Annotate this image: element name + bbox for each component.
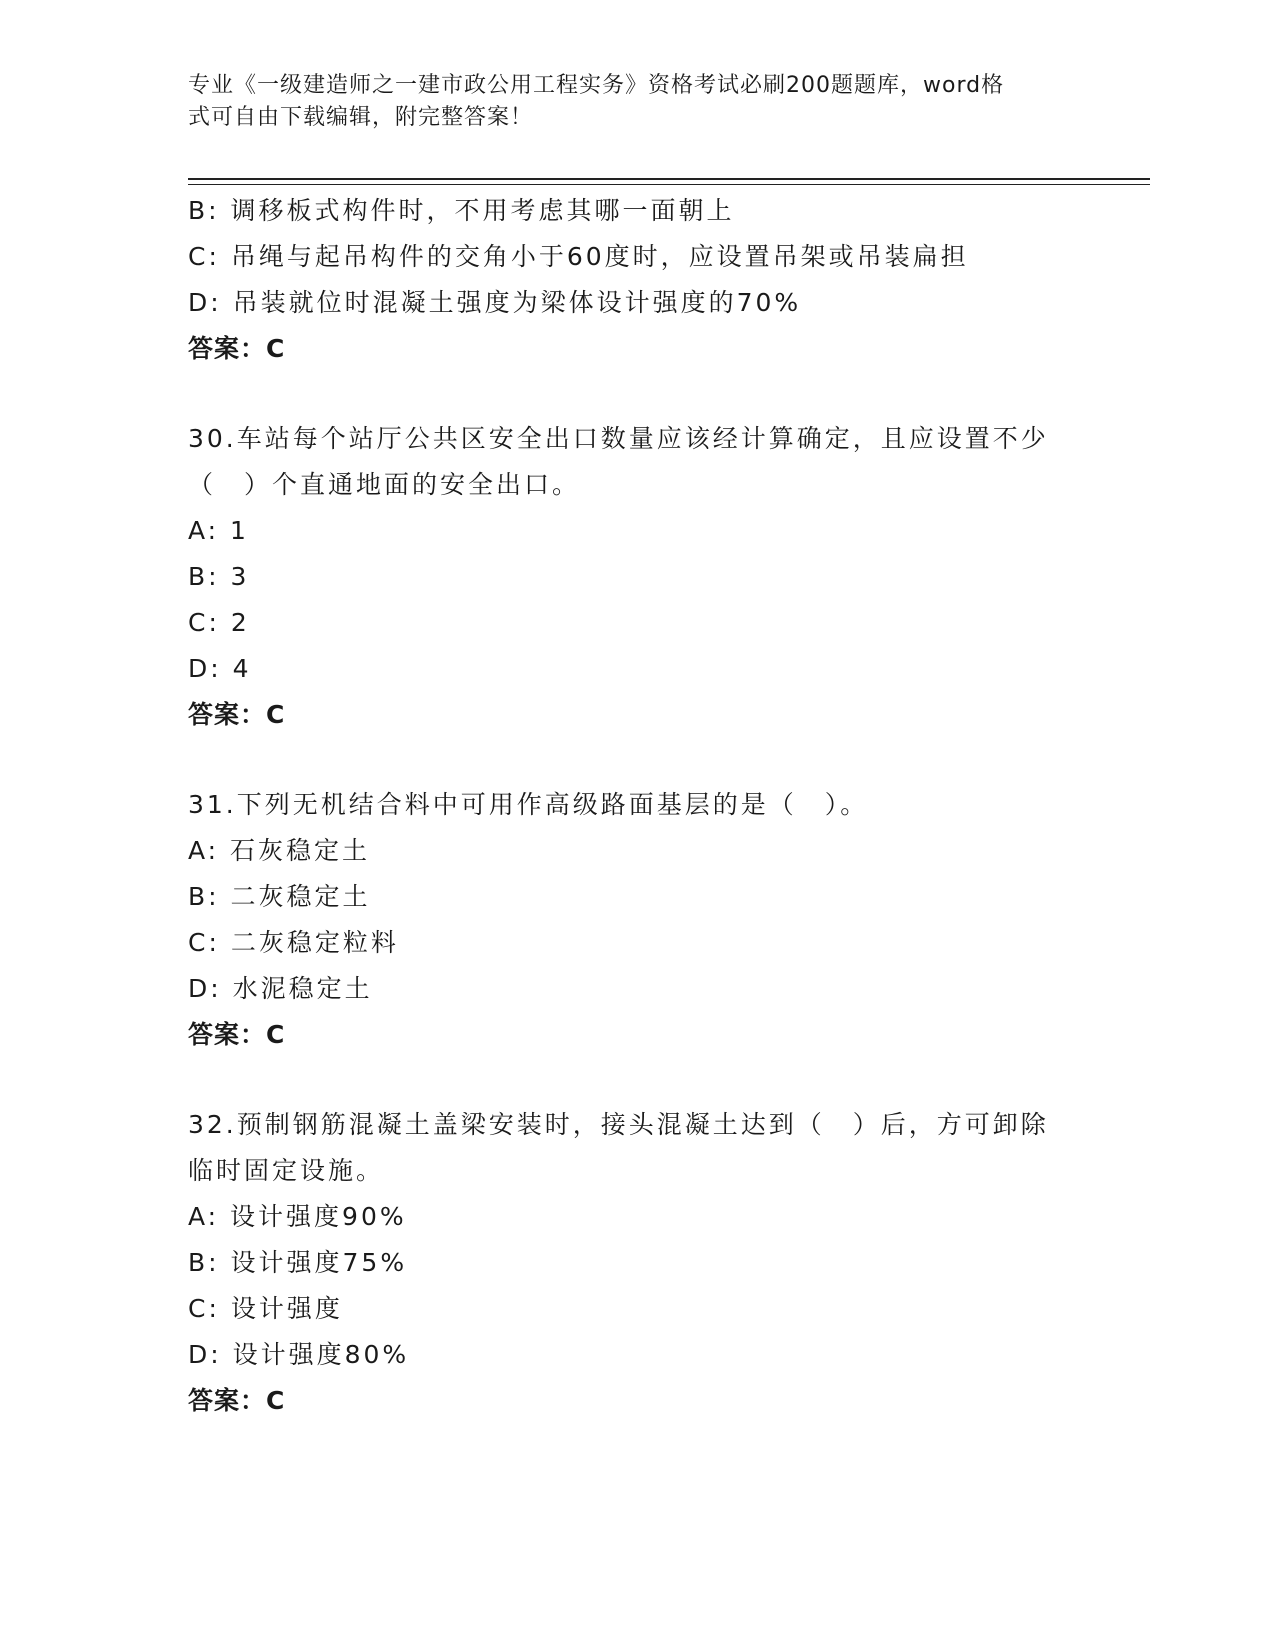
option-b: B: 设计强度75% xyxy=(188,1248,408,1277)
question-list xyxy=(188,188,1088,1424)
answer: 答案：C xyxy=(188,334,286,363)
option-c: C: 二灰稳定粒料 xyxy=(188,928,399,957)
question-stem: 31.下列无机结合料中可用作高级路面基层的是（ ）。 xyxy=(188,790,869,819)
option-c: C: 2 xyxy=(188,608,250,637)
question-stem: （ ）个直通地面的安全出口。 xyxy=(188,470,581,499)
answer: 答案：C xyxy=(188,1386,286,1415)
document-header xyxy=(188,70,1068,134)
header-line-2: 式可自由下载编辑，附完整答案！ xyxy=(188,105,534,130)
option-d: D: 设计强度80% xyxy=(188,1340,410,1369)
option-b: B: 二灰稳定土 xyxy=(188,882,371,911)
option-d: D: 吊装就位时混凝土强度为梁体设计强度的70% xyxy=(188,288,802,317)
option-a: A: 石灰稳定土 xyxy=(188,836,371,865)
header-divider-thick xyxy=(188,178,1150,180)
question-30 xyxy=(188,416,1088,738)
option-a: A: 设计强度90% xyxy=(188,1202,407,1231)
option-c: C: 设计强度 xyxy=(188,1294,343,1323)
option-d: D: 4 xyxy=(188,654,252,683)
header-line-1: 专业《一级建造师之一建市政公用工程实务》资格考试必刷200题题库，word格 xyxy=(188,73,1005,98)
option-a: A: 1 xyxy=(188,516,249,545)
option-b: B: 调移板式构件时，不用考虑其哪一面朝上 xyxy=(188,196,735,225)
option-b: B: 3 xyxy=(188,562,250,591)
answer: 答案：C xyxy=(188,1020,286,1049)
question-stem: 32.预制钢筋混凝土盖梁安装时，接头混凝土达到（ ）后，方可卸除 xyxy=(188,1110,1049,1139)
question-stem: 30.车站每个站厅公共区安全出口数量应该经计算确定，且应设置不少 xyxy=(188,424,1049,453)
question-29-continued xyxy=(188,188,1088,372)
header-divider-thin xyxy=(188,184,1150,185)
question-32 xyxy=(188,1102,1088,1424)
question-stem: 临时固定设施。 xyxy=(188,1156,385,1185)
option-d: D: 水泥稳定土 xyxy=(188,974,373,1003)
answer: 答案：C xyxy=(188,700,286,729)
option-c: C: 吊绳与起吊构件的交角小于60度时，应设置吊架或吊装扁担 xyxy=(188,242,969,271)
question-31 xyxy=(188,782,1088,1058)
